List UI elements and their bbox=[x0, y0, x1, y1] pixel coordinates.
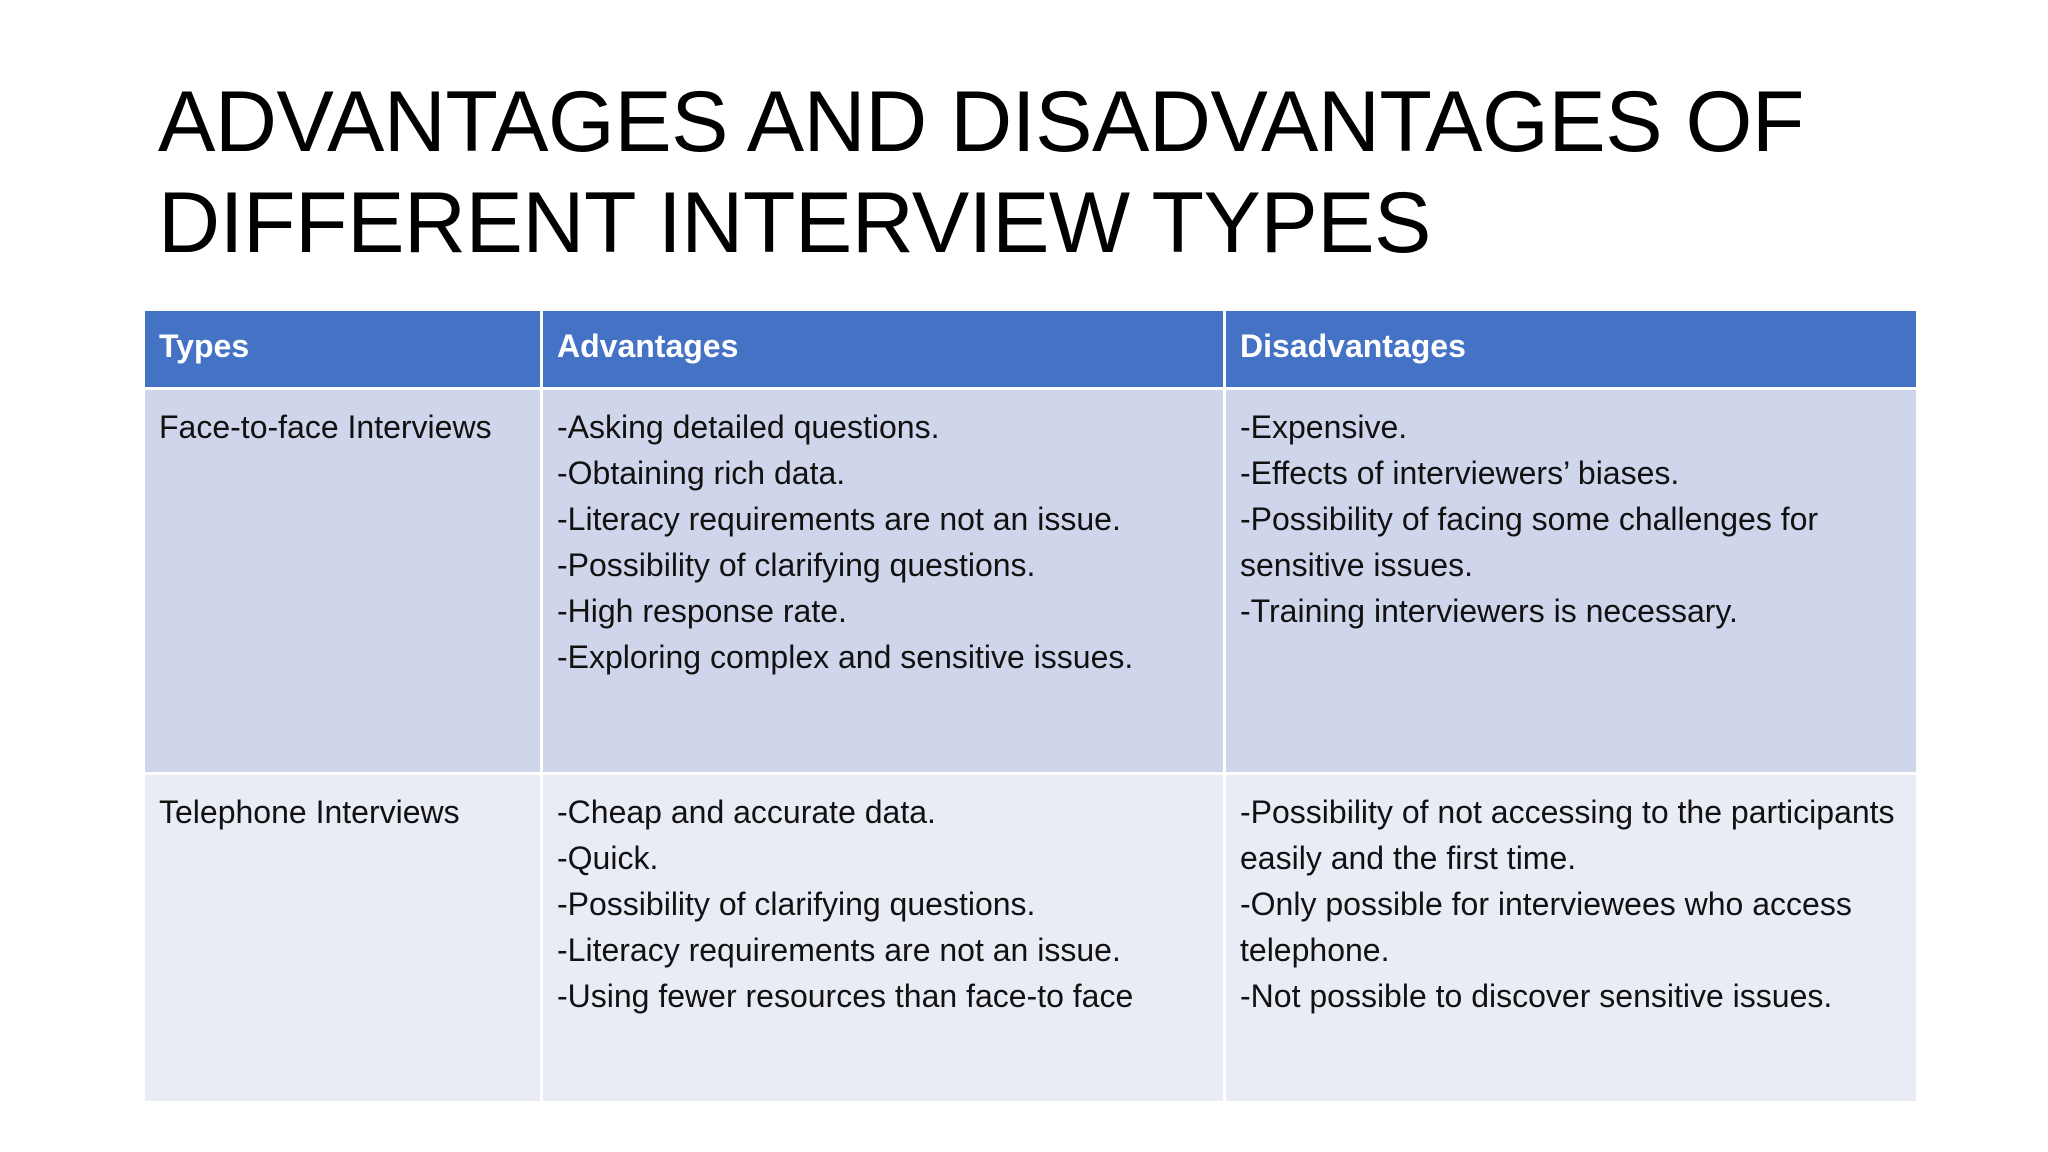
table-row bbox=[144, 389, 1918, 774]
list-item: -Literacy requirements are not an issue. bbox=[557, 932, 1121, 968]
table-header-row bbox=[144, 310, 1918, 389]
header-disadvantages: Disadvantages bbox=[1225, 310, 1918, 389]
list-item: -Possibility of not accessing to the participants easily and the first time. bbox=[1240, 794, 1895, 876]
list-item: -Obtaining rich data. bbox=[557, 455, 846, 491]
cell-disadvantages bbox=[1225, 389, 1918, 774]
header-types: Types bbox=[144, 310, 542, 389]
header-advantages: Advantages bbox=[542, 310, 1225, 389]
table-row bbox=[144, 774, 1918, 1103]
list-item: -High response rate. bbox=[557, 593, 847, 629]
cell-advantages bbox=[542, 774, 1225, 1103]
list-item: -Not possible to discover sensitive issues. bbox=[1240, 978, 1833, 1014]
list-item: -Possibility of facing some challenges for sensitive issues. bbox=[1240, 501, 1819, 583]
cell-advantages bbox=[542, 389, 1225, 774]
comparison-table bbox=[142, 308, 1919, 1104]
list-item: -Possibility of clarifying questions. bbox=[557, 886, 1036, 922]
list-item: -Quick. bbox=[557, 840, 659, 876]
list-item: -Possibility of clarifying questions. bbox=[557, 547, 1036, 583]
list-item: -Expensive. bbox=[1240, 409, 1408, 445]
list-item: -Training interviewers is necessary. bbox=[1240, 593, 1738, 629]
list-item: -Literacy requirements are not an issue. bbox=[557, 501, 1121, 537]
slide-title-line-2: DIFFERENT INTERVIEW TYPES bbox=[158, 175, 1431, 271]
list-item: -Asking detailed questions. bbox=[557, 409, 940, 445]
slide-title bbox=[158, 72, 1918, 274]
list-item: -Cheap and accurate data. bbox=[557, 794, 936, 830]
cell-type: Face-to-face Interviews bbox=[144, 389, 542, 774]
list-item: -Only possible for interviewees who access telephone. bbox=[1240, 886, 1852, 968]
cell-disadvantages bbox=[1225, 774, 1918, 1103]
list-item: -Using fewer resources than face-to face bbox=[557, 978, 1134, 1014]
list-item: -Exploring complex and sensitive issues. bbox=[557, 639, 1134, 675]
cell-type: Telephone Interviews bbox=[144, 774, 542, 1103]
list-item: -Effects of interviewers’ biases. bbox=[1240, 455, 1680, 491]
slide-title-line-1: ADVANTAGES AND DISADVANTAGES OF bbox=[158, 74, 1804, 170]
